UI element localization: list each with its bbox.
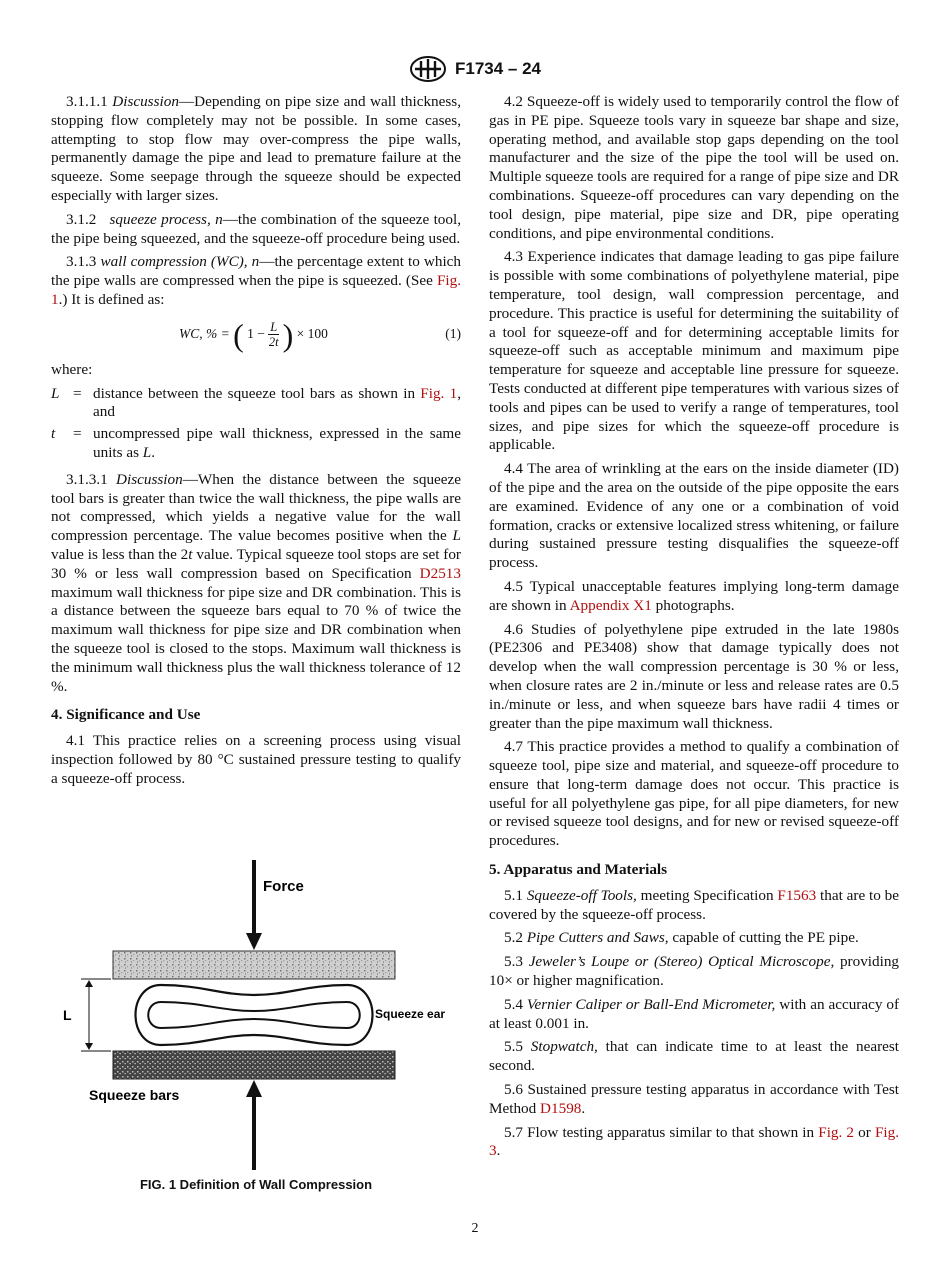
paragraph-5-1: 5.1 Squeeze-off Tools, meeting Specification F1563 that are to be covered by the squeeze-off process. [489,886,900,923]
equation-number: (1) [445,326,461,342]
right-column [489,93,899,1166]
where-label: where: [51,360,93,378]
f1563-link[interactable]: F1563 [777,886,817,904]
fig-1-link[interactable]: Fig. 1 [420,384,458,402]
paragraph-4-4: 4.4 The area of wrinkling at the ears on the inside diameter (ID) of the pipe and the area on the outside of the pipe opposite the ears are examined. Evidence of any one or a combination of void formation, cracks or extensive localized stress whitening, or failure during sustained pressure testing disqualifies the squeeze-off process. [489,460,899,572]
paragraph-5-5: 5.5 Stopwatch, that can indicate time to at least the nearest second. [489,1038,900,1075]
paragraph-5-7: 5.7 Flow testing apparatus similar to that shown in Fig. 2 or Fig. 3. [489,1123,899,1160]
paragraph-4-1: 4.1 This practice relies on a screening process using visual inspection followed by 80 °C sustained pressure testing to qualify a squeeze-off process. [51,732,461,787]
top-squeeze-bar [113,951,395,979]
d2513-link[interactable]: D2513 [419,564,461,582]
paragraph-3-1-3-1: 3.1.3.1 Discussion—When the distance between the squeeze tool bars is greater than twice the wall thickness, the pipe walls are not compressed, which yields a negative value for the wall compression percentage. The value becomes positive when the L value is less than the 2t value. Typical squeeze tool stops are set for 30 % or less wall compression based on Specification D2513 maximum wall thickness for pipe size and DR combination. This is a distance between the squeeze bars equal to 70 % of twice the maximum wall thickness for pipe size and DR combination when the squeeze tool is closed to the stops. Maximum wall thickness is the minimum wall thickness plus the wall thickness tolerance of 12 %. [51,470,461,695]
paragraph-4-2: 4.2 Squeeze-off is widely used to temporarily control the flow of gas in PE pipe. Squeeze tools vary in squeeze bar shape and size, operating method, and available stop gaps depending on the tool manufacturer and the size of the pipe the tool will be used on. Multiple squeeze tools are required for a range of pipe size and DR combinations. Squeeze-off procedures can vary depending on the tool design, pipe material, pipe size and DR, pipe operating conditions, and pipe environmental conditions. [489,93,899,242]
squeezed-pipe [136,985,373,1045]
definition-L: L = distance between the squeeze tool bars as shown in Fig. 1, and [51,384,461,421]
fig-1-link[interactable]: Fig. 1 [51,272,461,308]
paragraph-4-3: 4.3 Experience indicates that damage leading to gas pipe failure is possible with some combinations of polyethylene material, pipe temperature, tool design, wall compression percentage, and procedure. This practice is useful for determining the suitability of a tool for squeeze-off and for determining acceptable limits for squeeze-off such as acceptable minimum and maximum pipe temperature for squeeze and acceptable line pressure for squeeze. Tests conducted at different pipe temperatures with various sizes of tools and pipes can be used to verify a range of temperatures, tool sizes, and pipe sizes for which the squeeze-off procedure is applicable. [489,248,899,454]
l-label: L [63,1007,72,1023]
paragraph-5-4: 5.4 Vernier Caliper or Ball-End Micrometer, with an accuracy of at least 0.001 in. [489,995,900,1032]
force-arrow-bottom-icon [246,1080,262,1170]
definition-t: t = uncompressed pipe wall thickness, expressed in the same units as L. [51,425,461,461]
paragraph-5-3: 5.3 Jeweler’s Loupe or (Stereo) Optical Microscope, providing 10× or higher magnification. [489,953,900,990]
page-number: 2 [471,1221,479,1236]
figure-caption: FIG. 1 Definition of Wall Compression [139,1177,373,1192]
section-4-heading: 4. Significance and Use [51,706,201,724]
paragraph-4-6: 4.6 Studies of polyethylene pipe extruded in the late 1980s (PE2306 and PE3408) show that damage typically does not develop when the wall compression percentage is 30 % or less, when closure rates are 2 in./minute or less and release rates are 0.5 in./minute or less, and when squeeze bars have radii 4 times or greater than the pipe maximum wall thickness. [489,620,899,732]
force-label: Force [263,878,304,895]
wall-compression-diagram [51,855,461,1175]
squeeze-ear-label: Squeeze ear [375,1007,446,1021]
squeeze-bars-label: Squeeze bars [89,1087,180,1103]
standard-designation: F1734 – 24 [454,59,541,78]
bottom-squeeze-bar [113,1051,395,1079]
equation-1: WC, % = ( 1 − $\frac{L}{2t}$ ) × 100 (1) [179,316,461,353]
paragraph-3-1-2: 3.1.2 squeeze process, n—the combination of the squeeze tool, the pipe being squeezed, and the squeeze-off procedure being used. [51,210,461,247]
fig-2-link[interactable]: Fig. 2 [818,1123,855,1141]
d1598-link[interactable]: D1598 [540,1099,582,1117]
fig-3-link[interactable]: Fig. 3 [489,1123,899,1160]
appendix-x1-link[interactable]: Appendix X1 [569,596,652,614]
force-arrow-top-icon [246,860,262,950]
page-header [0,55,950,83]
paragraph-4-7: 4.7 This practice provides a method to qualify a combination of squeeze tool, pipe size and material, and squeeze-off procedure to ensure that long-term damage does not occur. This practice is useful for all polyethylene gas pipe, for all pipe diameters, for new or revised squeeze tool designs, and for new or revised squeeze-off procedures. [489,738,899,850]
paragraph-5-2: 5.2 Pipe Cutters and Saws, capable of cutting the PE pipe. [504,929,859,947]
section-5-heading: 5. Apparatus and Materials [489,861,668,879]
l-dimension-icon [81,979,111,1051]
paragraph-4-5: 4.5 Typical unacceptable features implying long-term damage are shown in Appendix X1 photographs. [489,577,899,614]
paragraph-3-1-3: 3.1.3 wall compression (WC), n—the percentage extent to which the pipe walls are compressed when the pipe is squeezed. (See Fig. 1.) It is defined as: [51,253,462,308]
paragraph-5-6: 5.6 Sustained pressure testing apparatus in accordance with Test Method D1598. [489,1081,899,1117]
paragraph-3-1-1-1: 3.1.1.1 Discussion—Depending on pipe size and wall thickness, stopping flow completely may not be possible. In some cases, attempting to stop flow may over-compress the pipe walls, permanently damage the pipe and lead to premature failure at the squeeze. Some seepage through the squeeze should be expected especially with larger sizes. [51,93,461,204]
figure-1 [51,855,461,1195]
left-column [51,93,461,794]
astm-logo-icon [409,55,447,83]
